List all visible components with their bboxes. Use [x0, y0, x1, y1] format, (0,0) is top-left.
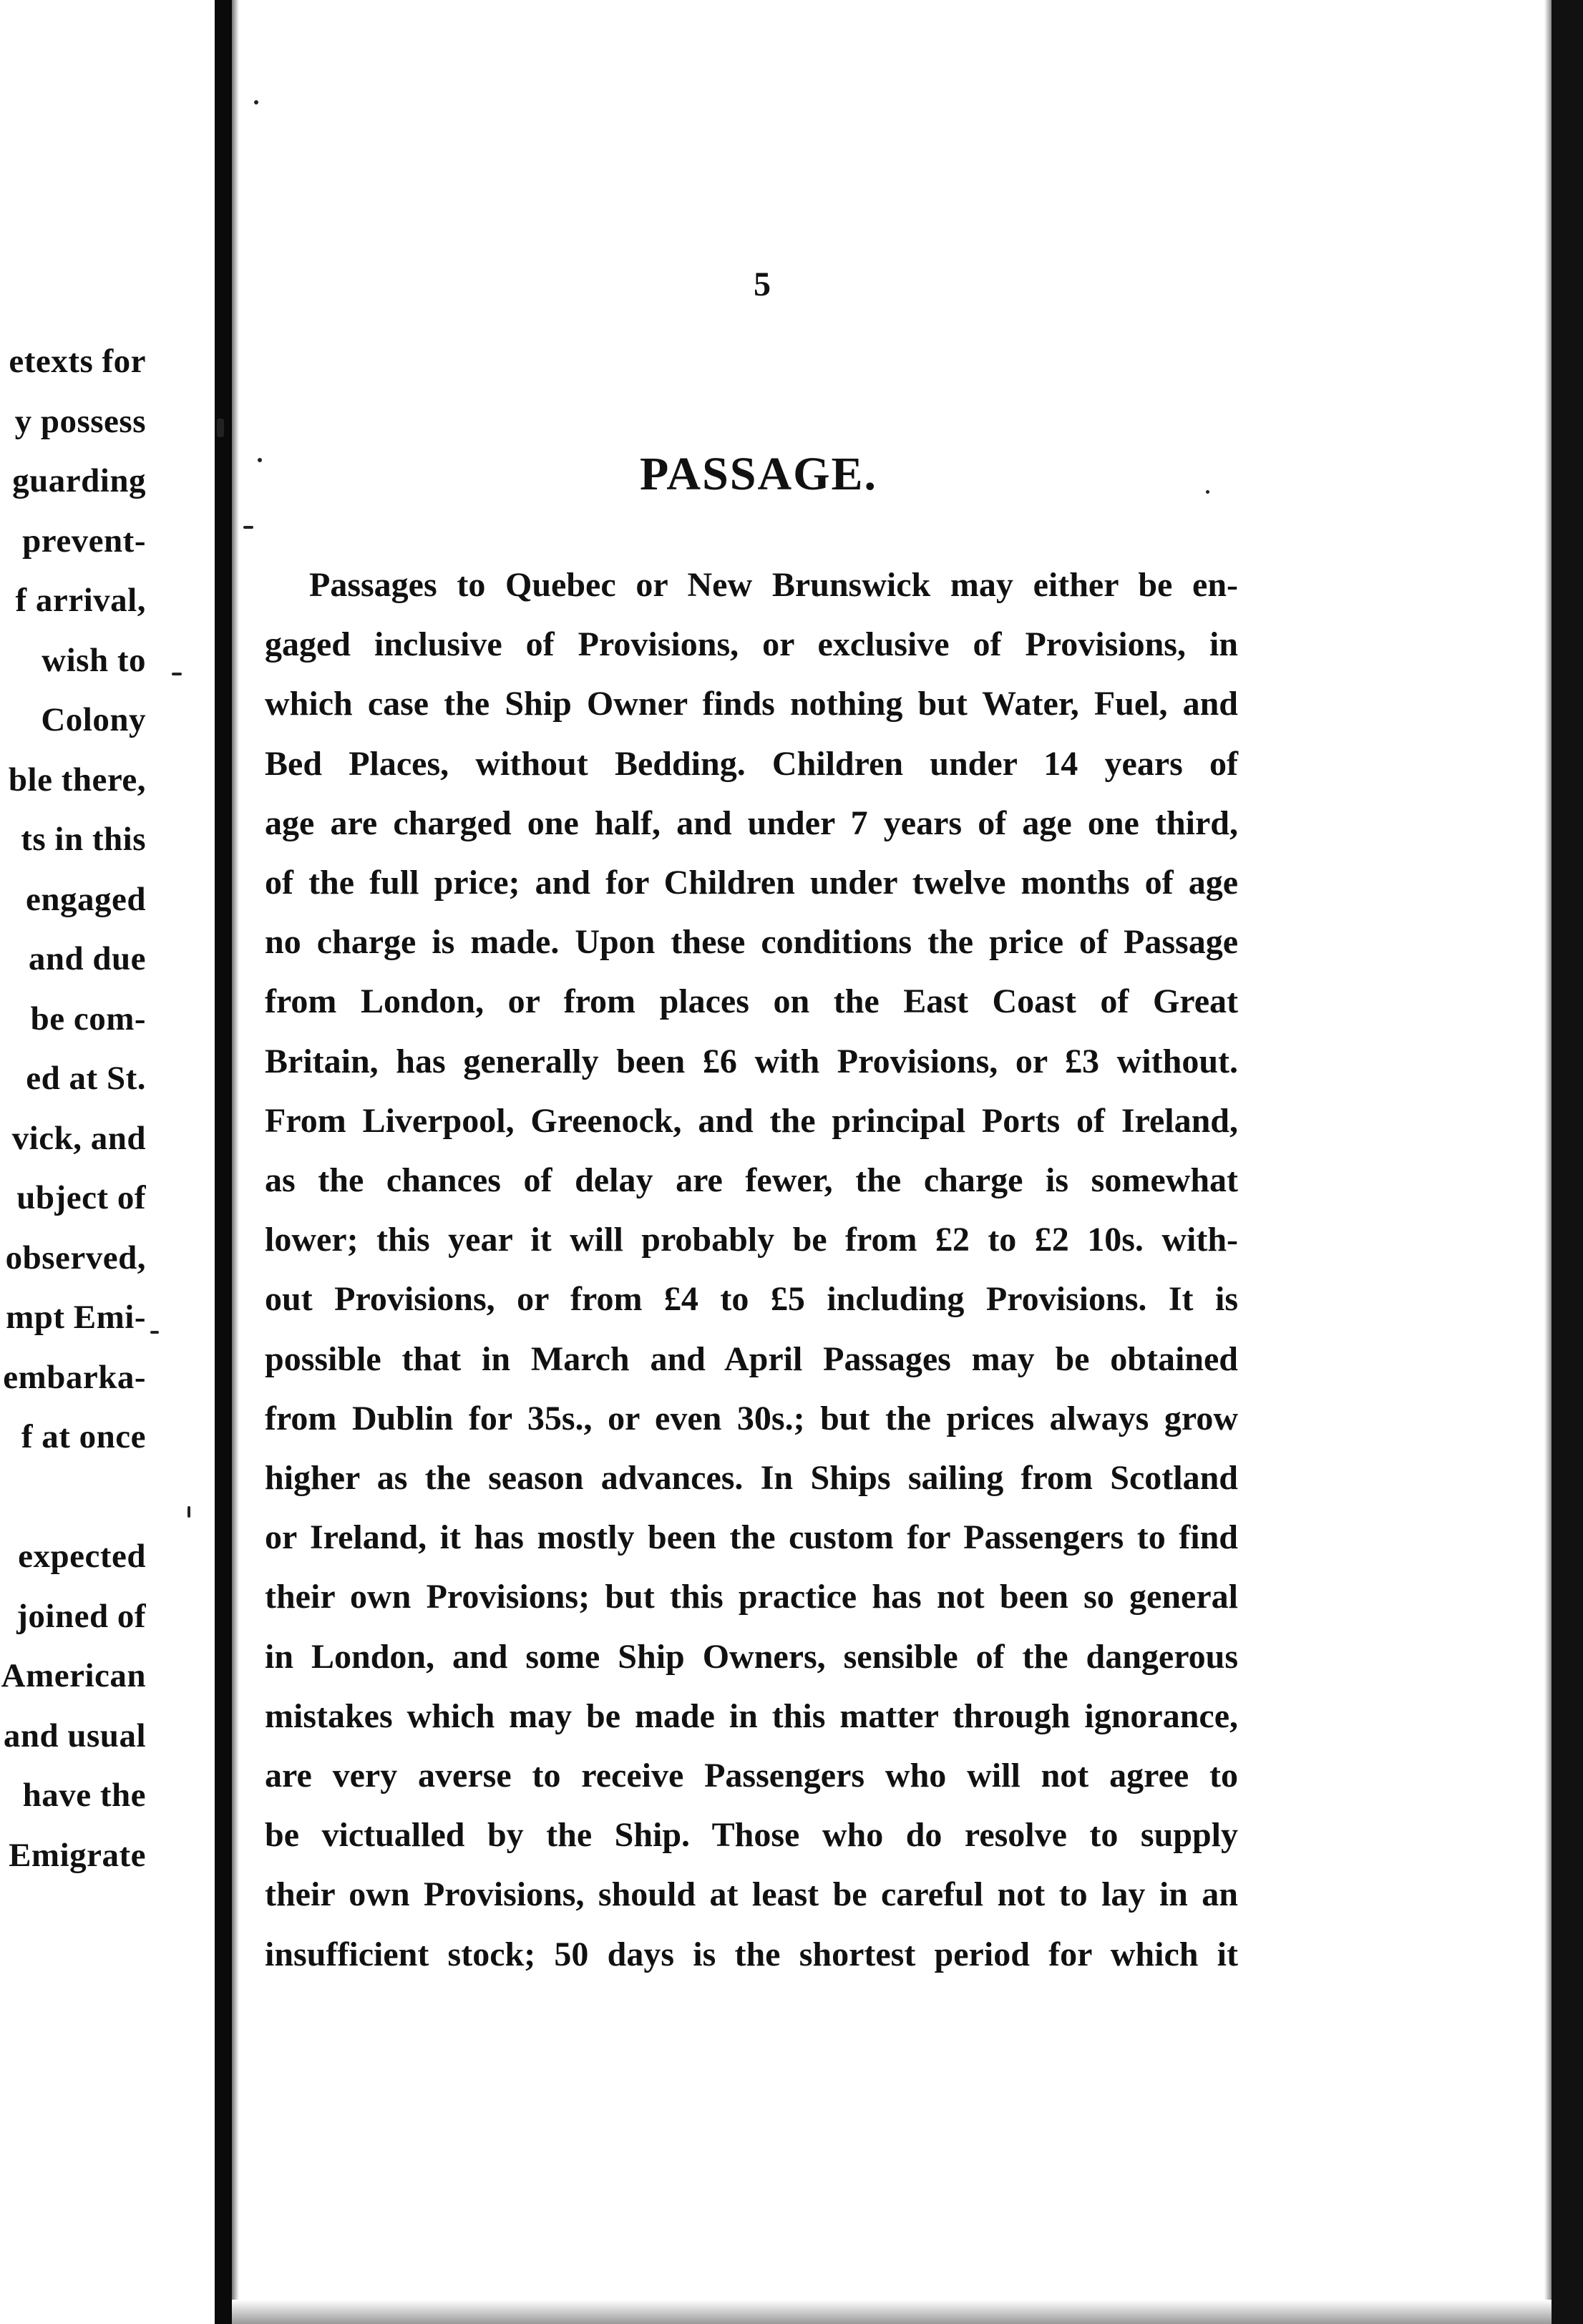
- scan-speck: [187, 1506, 190, 1518]
- body-line: Passages to Quebec or New Brunswick may either be en-: [309, 566, 1238, 604]
- left-page-line: and due: [28, 940, 146, 977]
- page-number: 5: [754, 265, 771, 303]
- body-line: their own Provisions; but this practice has not been so general: [265, 1578, 1238, 1616]
- body-line: or Ireland, it has mostly been the custom for Passengers to find: [265, 1518, 1238, 1557]
- body-line: of the full price; and for Children under twelve months of age: [265, 864, 1238, 902]
- left-page-line: vick, and: [11, 1119, 146, 1157]
- scan-speck: [150, 1331, 159, 1334]
- right-edge-shadow: [1544, 0, 1552, 2324]
- left-page-line: expected: [18, 1538, 146, 1575]
- left-page-line: ble there,: [8, 761, 146, 799]
- body-line: as the chances of delay are fewer, the charge is somewhat: [265, 1161, 1238, 1199]
- left-page-line: be com-: [30, 1000, 146, 1038]
- section-title: PASSAGE.: [639, 448, 877, 500]
- bottom-edge-shadow: [232, 2300, 1552, 2324]
- right-page-edge: [1552, 0, 1583, 2324]
- body-line: from London, or from places on the East Coast of Great: [265, 982, 1238, 1021]
- binding-gutter: [215, 0, 232, 2324]
- body-line: are very averse to receive Passengers who will not agree to: [265, 1757, 1238, 1795]
- left-page-line: engaged: [26, 880, 146, 918]
- left-page-line: mpt Emi-: [6, 1299, 146, 1336]
- left-page-line: etexts for: [9, 343, 146, 380]
- left-page-line: f arrival,: [15, 582, 146, 619]
- left-page-line: y possess: [14, 402, 146, 440]
- left-page-fragment: [0, 0, 215, 2324]
- left-page-line: ed at St.: [26, 1060, 146, 1097]
- body-line: be victualled by the Ship. Those who do resolve to supply: [265, 1816, 1238, 1855]
- body-line: From Liverpool, Greenock, and the principal Ports of Ireland,: [265, 1101, 1238, 1140]
- body-line: lower; this year it will probably be from £2 to £2 10s. with-: [265, 1221, 1238, 1259]
- body-line: higher as the season advances. In Ships sailing from Scotland: [265, 1459, 1238, 1497]
- left-page-line: ubject of: [16, 1179, 146, 1216]
- left-page-line: f at once: [21, 1418, 146, 1455]
- body-line: from Dublin for 35s., or even 30s.; but the prices always grow: [265, 1399, 1238, 1437]
- left-page-line: prevent-: [22, 522, 146, 560]
- body-line: Britain, has generally been £6 with Provisions, or £3 without.: [265, 1042, 1238, 1080]
- left-page-line: guarding: [12, 462, 146, 499]
- scan-speck: [172, 673, 182, 675]
- body-line: Bed Places, without Bedding. Children under 14 years of: [265, 744, 1238, 783]
- body-line: insufficient stock; 50 days is the shortest period for which it: [265, 1935, 1238, 1973]
- body-line: possible that in March and April Passages may be obtained: [265, 1339, 1238, 1378]
- scan-speck: [217, 419, 224, 437]
- left-page-line: joined of: [16, 1597, 146, 1635]
- body-line: age are charged one half, and under 7 years of age one third,: [265, 804, 1238, 842]
- left-page-line: ts in this: [21, 821, 146, 858]
- left-page-line: wish to: [42, 641, 146, 679]
- gutter-shadow: [232, 0, 239, 2324]
- body-line: mistakes which may be made in this matter through ignorance,: [265, 1696, 1238, 1735]
- scan-speck: [243, 526, 253, 529]
- scan-speck: [1206, 490, 1209, 494]
- left-page-line: embarka-: [3, 1358, 146, 1396]
- left-page-line: Colony: [41, 701, 146, 738]
- scan-speck: [254, 100, 258, 104]
- left-page-line: American: [1, 1657, 146, 1694]
- left-page-line: observed,: [5, 1239, 146, 1276]
- left-page-line: Emigrate: [9, 1836, 146, 1874]
- body-line: in London, and some Ship Owners, sensible of the dangerous: [265, 1637, 1238, 1676]
- left-page-line: and usual: [3, 1717, 146, 1754]
- body-line: which case the Ship Owner finds nothing but Water, Fuel, and: [265, 685, 1238, 723]
- body-line: no charge is made. Upon these conditions the price of Passage: [265, 923, 1238, 962]
- left-page-line: have the: [22, 1777, 146, 1814]
- body-line: gaged inclusive of Provisions, or exclusive of Provisions, in: [265, 625, 1238, 664]
- scan-speck: [258, 458, 262, 462]
- body-line: out Provisions, or from £4 to £5 including Provisions. It is: [265, 1280, 1238, 1319]
- body-line: their own Provisions, should at least be careful not to lay in an: [265, 1875, 1238, 1914]
